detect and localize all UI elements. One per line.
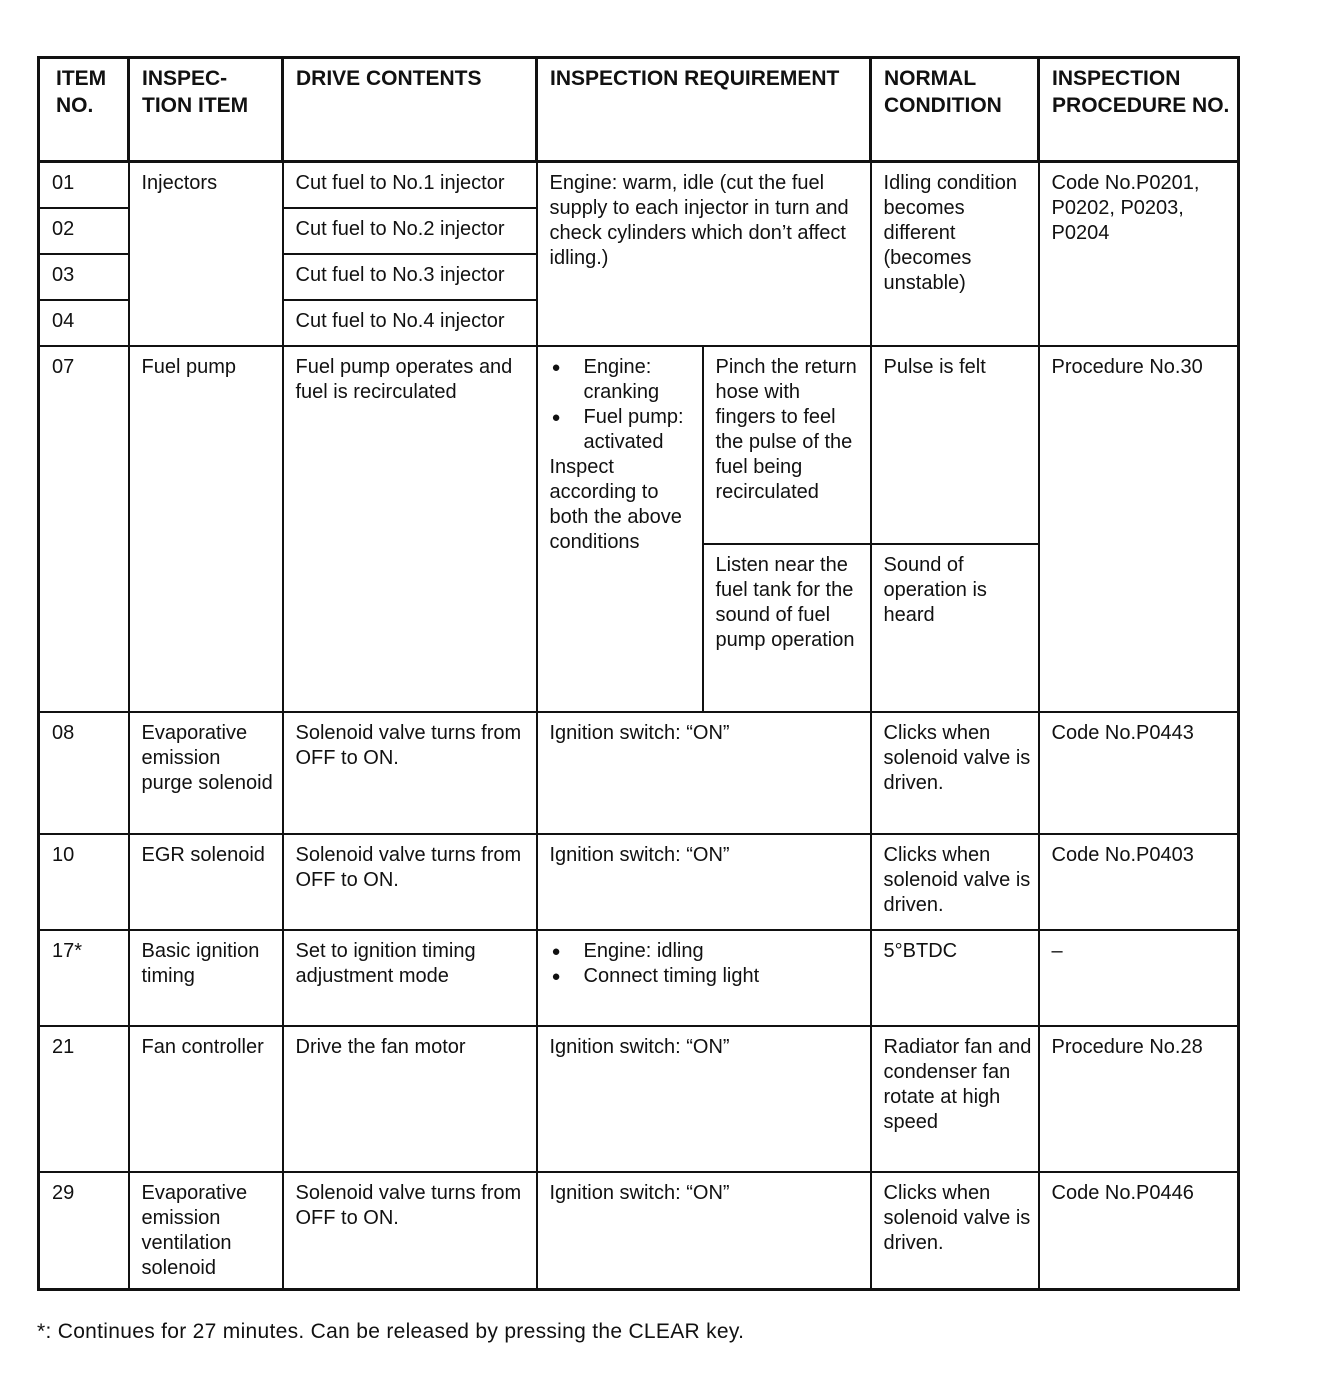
drive-contents-cell: Solenoid valve turns from OFF to ON.: [283, 712, 537, 834]
drive-contents-cell: Cut fuel to No.2 injector: [283, 208, 537, 254]
check-cell: Listen near the fuel tank for the sound of fuel pump operation: [703, 544, 871, 712]
drive-contents-cell: Solenoid valve turns from OFF to ON.: [283, 1172, 537, 1290]
normal-condition-cell: Idling condition becomes different (becomes unstable): [871, 162, 1039, 346]
inspection-item-cell: EGR solenoid: [129, 834, 283, 930]
normal-condition-cell: Sound of operation is heard: [871, 544, 1039, 712]
normal-condition-cell: Radiator fan and condenser fan rotate at high speed: [871, 1026, 1039, 1172]
drive-contents-cell: Cut fuel to No.4 injector: [283, 300, 537, 346]
item-no-cell: 08: [39, 712, 129, 834]
list-item: ● Connect timing light: [550, 964, 864, 989]
requirement-cell: Ignition switch: “ON”: [537, 834, 871, 930]
header-inspection-requirement: INSPECTION REQUIREMENT: [537, 58, 871, 162]
requirement-cell: Ignition switch: “ON”: [537, 712, 871, 834]
drive-contents-cell: Solenoid valve turns from OFF to ON.: [283, 834, 537, 930]
inspection-table: [37, 56, 1240, 1291]
normal-condition-cell: Clicks when solenoid valve is driven.: [871, 834, 1039, 930]
requirement-cell: Ignition switch: “ON”: [537, 1026, 871, 1172]
table-row: [39, 712, 1239, 834]
item-no-cell: 17*: [39, 930, 129, 1026]
header-row: [39, 58, 1239, 162]
check-cell: Pinch the return hose with fingers to feel the pulse of the fuel being recirculated: [703, 346, 871, 544]
item-no-cell: 01: [39, 162, 129, 208]
header-drive-contents: DRIVE CONTENTS: [283, 58, 537, 162]
conditions-note: Inspect according to both the above conditions: [549, 455, 682, 553]
drive-contents-cell: Cut fuel to No.1 injector: [283, 162, 537, 208]
header-item-no: ITEM NO.: [39, 58, 129, 162]
item-no-cell: 02: [39, 208, 129, 254]
procedure-cell: Procedure No.28: [1039, 1026, 1239, 1172]
list-item: ● Engine: idling: [550, 939, 864, 964]
table-row: [39, 162, 1239, 208]
footnote: *: Continues for 27 minutes. Can be released by pressing the CLEAR key.: [37, 1320, 745, 1343]
header-inspection-item: INSPEC-TION ITEM: [129, 58, 283, 162]
inspection-item-cell: Basic ignition timing: [129, 930, 283, 1026]
item-no-cell: 29: [39, 1172, 129, 1290]
requirement-cell: [537, 930, 871, 1026]
list-item: ● Engine: cranking: [550, 355, 696, 405]
table-row: [39, 1172, 1239, 1290]
item-no-cell: 04: [39, 300, 129, 346]
drive-contents-cell: Fuel pump operates and fuel is recirculated: [283, 346, 537, 712]
table-row: [39, 1026, 1239, 1172]
inspection-item-cell: Evaporative emission ventilation solenoid: [129, 1172, 283, 1290]
procedure-cell: Code No.P0446: [1039, 1172, 1239, 1290]
normal-condition-cell: Clicks when solenoid valve is driven.: [871, 712, 1039, 834]
list-item: ● Fuel pump: activated: [550, 405, 696, 455]
procedure-cell: Procedure No.30: [1039, 346, 1239, 712]
table-row: [39, 930, 1239, 1026]
table-row: [39, 346, 1239, 544]
normal-condition-cell: 5°BTDC: [871, 930, 1039, 1026]
requirement-cell: Ignition switch: “ON”: [537, 1172, 871, 1290]
inspection-item-cell: Evaporative emission purge solenoid: [129, 712, 283, 834]
item-no-cell: 10: [39, 834, 129, 930]
drive-contents-cell: Cut fuel to No.3 injector: [283, 254, 537, 300]
procedure-cell: Code No.P0443: [1039, 712, 1239, 834]
item-no-cell: 03: [39, 254, 129, 300]
inspection-item-cell: Fan controller: [129, 1026, 283, 1172]
drive-contents-cell: Drive the fan motor: [283, 1026, 537, 1172]
requirement-cell: Engine: warm, idle (cut the fuel supply to each injector in turn and check cylinders which don’t affect idling.): [537, 162, 871, 346]
header-inspection-procedure-no: INSPECTION PROCEDURE NO.: [1039, 58, 1239, 162]
procedure-cell: Code No.P0201, P0202, P0203, P0204: [1039, 162, 1239, 346]
header-normal-condition: NORMAL CONDITION: [871, 58, 1039, 162]
procedure-cell: –: [1039, 930, 1239, 1026]
procedure-cell: Code No.P0403: [1039, 834, 1239, 930]
conditions-list: [550, 355, 696, 455]
drive-contents-cell: Set to ignition timing adjustment mode: [283, 930, 537, 1026]
inspection-item-cell: Fuel pump: [129, 346, 283, 712]
normal-condition-cell: Clicks when solenoid valve is driven.: [871, 1172, 1039, 1290]
item-no-cell: 21: [39, 1026, 129, 1172]
inspection-item-cell: Injectors: [129, 162, 283, 346]
normal-condition-cell: Pulse is felt: [871, 346, 1039, 544]
requirements-list: [550, 939, 864, 989]
table-row: [39, 834, 1239, 930]
conditions-cell: [537, 346, 703, 712]
item-no-cell: 07: [39, 346, 129, 712]
